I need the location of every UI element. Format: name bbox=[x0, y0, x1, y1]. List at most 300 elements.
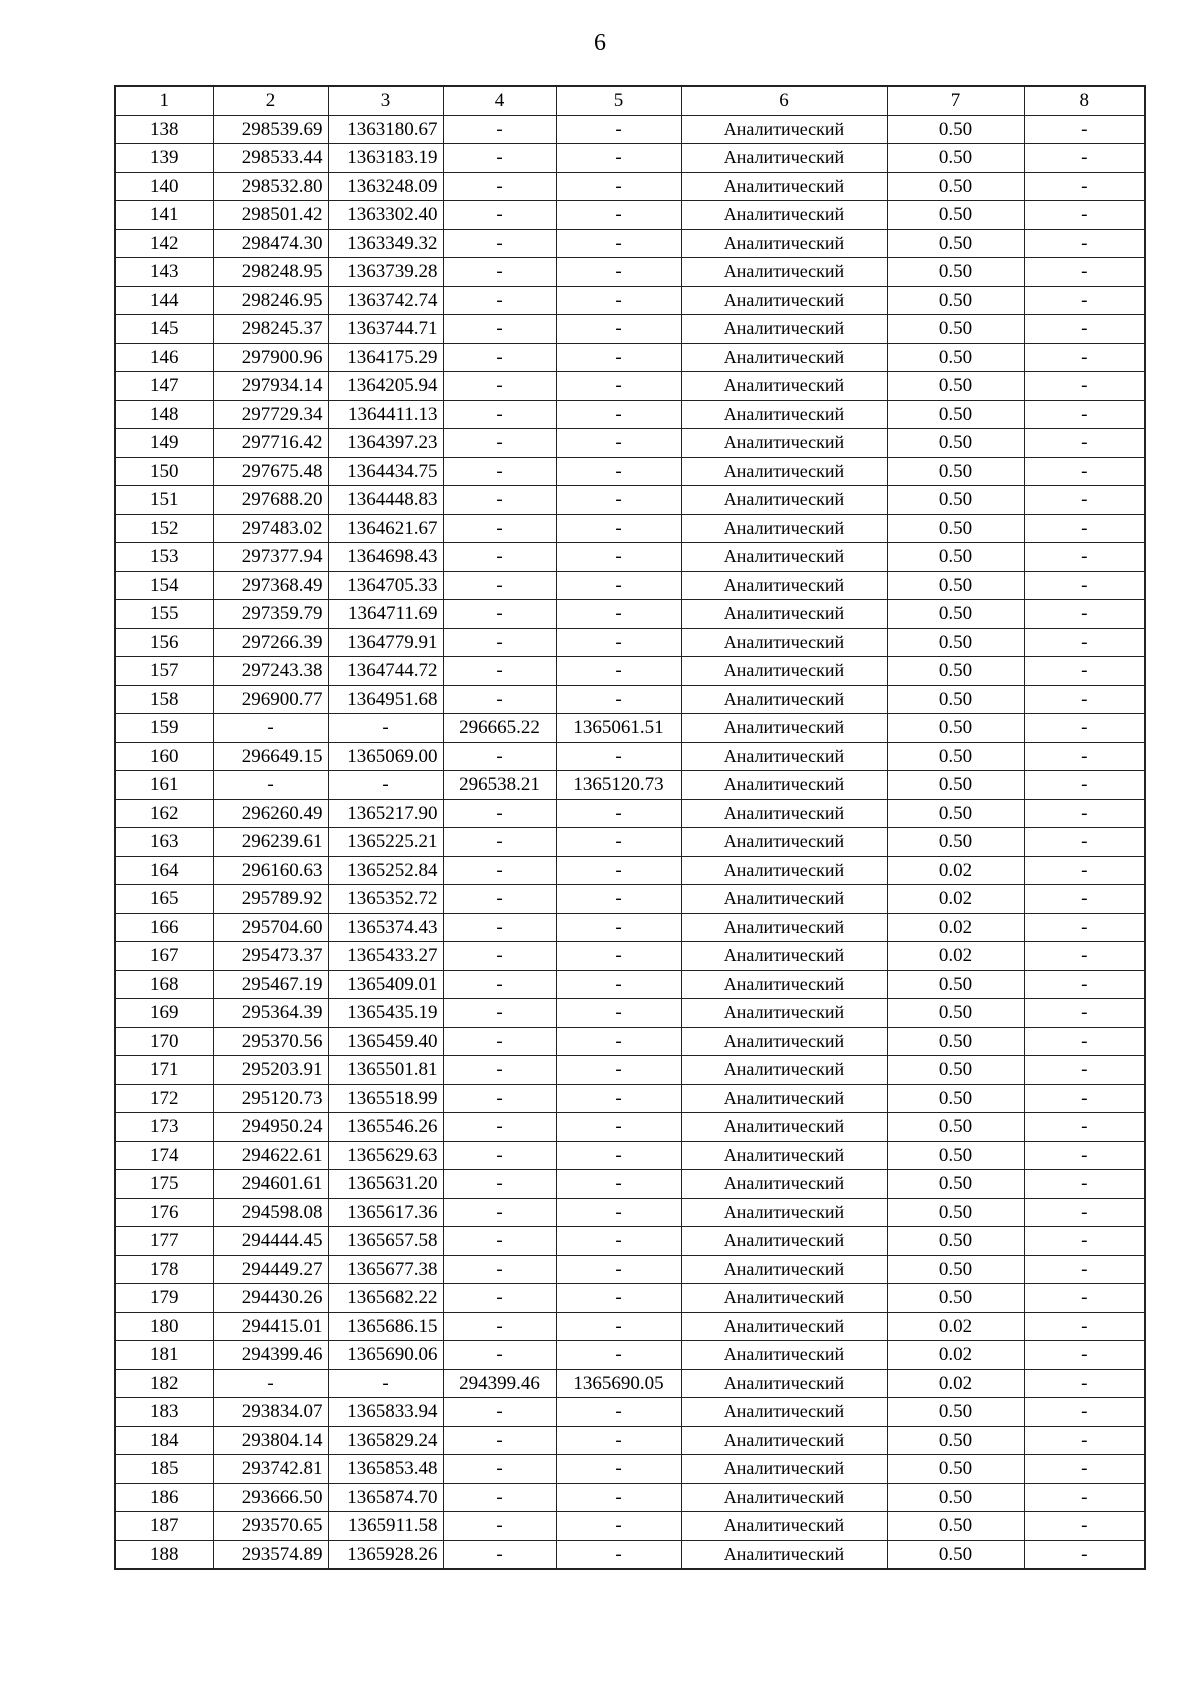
y-new-coordinate-cell: - bbox=[556, 315, 681, 344]
x-coordinate-cell: 293804.14 bbox=[213, 1426, 328, 1455]
table-row bbox=[115, 1540, 1145, 1569]
x-new-coordinate-cell: - bbox=[443, 457, 556, 486]
method-cell: Аналитический bbox=[681, 1426, 887, 1455]
accuracy-cell: 0.50 bbox=[887, 571, 1024, 600]
column-header: 7 bbox=[887, 86, 1024, 115]
x-coordinate-cell: 296260.49 bbox=[213, 799, 328, 828]
notes-cell: - bbox=[1024, 400, 1145, 429]
coordinates-table bbox=[114, 85, 1146, 1570]
point-number-cell: 151 bbox=[115, 486, 213, 515]
notes-cell: - bbox=[1024, 1113, 1145, 1142]
y-coordinate-cell: 1365069.00 bbox=[328, 742, 443, 771]
table-row bbox=[115, 913, 1145, 942]
point-number-cell: 175 bbox=[115, 1170, 213, 1199]
x-new-coordinate-cell: - bbox=[443, 514, 556, 543]
notes-cell: - bbox=[1024, 286, 1145, 315]
method-cell: Аналитический bbox=[681, 1398, 887, 1427]
y-coordinate-cell: - bbox=[328, 771, 443, 800]
x-coordinate-cell: 298246.95 bbox=[213, 286, 328, 315]
x-new-coordinate-cell: - bbox=[443, 1284, 556, 1313]
x-coordinate-cell: 294622.61 bbox=[213, 1141, 328, 1170]
method-cell: Аналитический bbox=[681, 685, 887, 714]
method-cell: Аналитический bbox=[681, 286, 887, 315]
method-cell: Аналитический bbox=[681, 1483, 887, 1512]
method-cell: Аналитический bbox=[681, 457, 887, 486]
method-cell: Аналитический bbox=[681, 229, 887, 258]
x-coordinate-cell: 297934.14 bbox=[213, 372, 328, 401]
y-new-coordinate-cell: - bbox=[556, 1312, 681, 1341]
table-row bbox=[115, 229, 1145, 258]
x-new-coordinate-cell: - bbox=[443, 1483, 556, 1512]
table-row bbox=[115, 258, 1145, 287]
notes-cell: - bbox=[1024, 913, 1145, 942]
accuracy-cell: 0.50 bbox=[887, 144, 1024, 173]
x-new-coordinate-cell: - bbox=[443, 1141, 556, 1170]
y-coordinate-cell: 1364397.23 bbox=[328, 429, 443, 458]
x-coordinate-cell: 297359.79 bbox=[213, 600, 328, 629]
x-new-coordinate-cell: - bbox=[443, 799, 556, 828]
notes-cell: - bbox=[1024, 657, 1145, 686]
notes-cell: - bbox=[1024, 771, 1145, 800]
method-cell: Аналитический bbox=[681, 1027, 887, 1056]
notes-cell: - bbox=[1024, 685, 1145, 714]
x-coordinate-cell: 294430.26 bbox=[213, 1284, 328, 1313]
y-new-coordinate-cell: - bbox=[556, 1398, 681, 1427]
method-cell: Аналитический bbox=[681, 828, 887, 857]
point-number-cell: 181 bbox=[115, 1341, 213, 1370]
accuracy-cell: 0.50 bbox=[887, 742, 1024, 771]
notes-cell: - bbox=[1024, 1455, 1145, 1484]
y-coordinate-cell: 1363248.09 bbox=[328, 172, 443, 201]
notes-cell: - bbox=[1024, 1512, 1145, 1541]
point-number-cell: 150 bbox=[115, 457, 213, 486]
accuracy-cell: 0.50 bbox=[887, 429, 1024, 458]
accuracy-cell: 0.50 bbox=[887, 685, 1024, 714]
x-new-coordinate-cell: - bbox=[443, 1027, 556, 1056]
table-row bbox=[115, 201, 1145, 230]
notes-cell: - bbox=[1024, 486, 1145, 515]
table-row bbox=[115, 1341, 1145, 1370]
point-number-cell: 146 bbox=[115, 343, 213, 372]
y-coordinate-cell: 1363744.71 bbox=[328, 315, 443, 344]
method-cell: Аналитический bbox=[681, 258, 887, 287]
method-cell: Аналитический bbox=[681, 856, 887, 885]
accuracy-cell: 0.50 bbox=[887, 115, 1024, 144]
page-number: 6 bbox=[594, 30, 606, 56]
notes-cell: - bbox=[1024, 172, 1145, 201]
method-cell: Аналитический bbox=[681, 657, 887, 686]
method-cell: Аналитический bbox=[681, 970, 887, 999]
point-number-cell: 144 bbox=[115, 286, 213, 315]
table-row bbox=[115, 514, 1145, 543]
y-coordinate-cell: 1365433.27 bbox=[328, 942, 443, 971]
table-row bbox=[115, 828, 1145, 857]
method-cell: Аналитический bbox=[681, 1540, 887, 1569]
point-number-cell: 138 bbox=[115, 115, 213, 144]
x-coordinate-cell: 297243.38 bbox=[213, 657, 328, 686]
y-coordinate-cell: 1364951.68 bbox=[328, 685, 443, 714]
accuracy-cell: 0.50 bbox=[887, 799, 1024, 828]
column-header: 5 bbox=[556, 86, 681, 115]
method-cell: Аналитический bbox=[681, 571, 887, 600]
y-coordinate-cell: 1365546.26 bbox=[328, 1113, 443, 1142]
y-new-coordinate-cell: - bbox=[556, 1483, 681, 1512]
point-number-cell: 169 bbox=[115, 999, 213, 1028]
x-coordinate-cell: 294444.45 bbox=[213, 1227, 328, 1256]
y-new-coordinate-cell: - bbox=[556, 657, 681, 686]
table-row bbox=[115, 657, 1145, 686]
y-new-coordinate-cell: 1365120.73 bbox=[556, 771, 681, 800]
accuracy-cell: 0.02 bbox=[887, 885, 1024, 914]
table-row bbox=[115, 685, 1145, 714]
x-new-coordinate-cell: - bbox=[443, 486, 556, 515]
x-new-coordinate-cell: - bbox=[443, 286, 556, 315]
y-new-coordinate-cell: - bbox=[556, 1540, 681, 1569]
notes-cell: - bbox=[1024, 115, 1145, 144]
accuracy-cell: 0.50 bbox=[887, 1512, 1024, 1541]
y-new-coordinate-cell: - bbox=[556, 799, 681, 828]
table-row bbox=[115, 1426, 1145, 1455]
y-new-coordinate-cell: - bbox=[556, 1341, 681, 1370]
y-new-coordinate-cell: - bbox=[556, 1455, 681, 1484]
point-number-cell: 173 bbox=[115, 1113, 213, 1142]
x-coordinate-cell: 295203.91 bbox=[213, 1056, 328, 1085]
table-body bbox=[115, 115, 1145, 1569]
table-row bbox=[115, 1255, 1145, 1284]
column-header: 8 bbox=[1024, 86, 1145, 115]
y-coordinate-cell: 1363739.28 bbox=[328, 258, 443, 287]
method-cell: Аналитический bbox=[681, 1455, 887, 1484]
method-cell: Аналитический bbox=[681, 115, 887, 144]
point-number-cell: 155 bbox=[115, 600, 213, 629]
notes-cell: - bbox=[1024, 343, 1145, 372]
x-coordinate-cell: 295370.56 bbox=[213, 1027, 328, 1056]
table-row bbox=[115, 400, 1145, 429]
table-row bbox=[115, 571, 1145, 600]
notes-cell: - bbox=[1024, 372, 1145, 401]
x-coordinate-cell: 295120.73 bbox=[213, 1084, 328, 1113]
y-new-coordinate-cell: - bbox=[556, 1227, 681, 1256]
method-cell: Аналитический bbox=[681, 514, 887, 543]
x-new-coordinate-cell: - bbox=[443, 1056, 556, 1085]
notes-cell: - bbox=[1024, 1141, 1145, 1170]
accuracy-cell: 0.50 bbox=[887, 1455, 1024, 1484]
point-number-cell: 159 bbox=[115, 714, 213, 743]
table-row bbox=[115, 600, 1145, 629]
y-new-coordinate-cell: - bbox=[556, 1512, 681, 1541]
x-new-coordinate-cell: - bbox=[443, 1540, 556, 1569]
method-cell: Аналитический bbox=[681, 942, 887, 971]
accuracy-cell: 0.02 bbox=[887, 1369, 1024, 1398]
point-number-cell: 180 bbox=[115, 1312, 213, 1341]
y-new-coordinate-cell: - bbox=[556, 543, 681, 572]
x-coordinate-cell: - bbox=[213, 714, 328, 743]
point-number-cell: 164 bbox=[115, 856, 213, 885]
notes-cell: - bbox=[1024, 1483, 1145, 1512]
point-number-cell: 182 bbox=[115, 1369, 213, 1398]
x-coordinate-cell: 297729.34 bbox=[213, 400, 328, 429]
table-row bbox=[115, 1056, 1145, 1085]
y-coordinate-cell: 1364175.29 bbox=[328, 343, 443, 372]
table-row bbox=[115, 343, 1145, 372]
x-coordinate-cell: 297716.42 bbox=[213, 429, 328, 458]
column-header: 6 bbox=[681, 86, 887, 115]
accuracy-cell: 0.50 bbox=[887, 543, 1024, 572]
accuracy-cell: 0.50 bbox=[887, 999, 1024, 1028]
notes-cell: - bbox=[1024, 201, 1145, 230]
y-coordinate-cell: 1365682.22 bbox=[328, 1284, 443, 1313]
y-new-coordinate-cell: - bbox=[556, 685, 681, 714]
x-new-coordinate-cell: - bbox=[443, 856, 556, 885]
accuracy-cell: 0.50 bbox=[887, 600, 1024, 629]
x-new-coordinate-cell: - bbox=[443, 685, 556, 714]
notes-cell: - bbox=[1024, 1341, 1145, 1370]
y-coordinate-cell: 1365217.90 bbox=[328, 799, 443, 828]
x-coordinate-cell: 298532.80 bbox=[213, 172, 328, 201]
point-number-cell: 167 bbox=[115, 942, 213, 971]
x-new-coordinate-cell: - bbox=[443, 543, 556, 572]
y-new-coordinate-cell: - bbox=[556, 828, 681, 857]
x-coordinate-cell: 298245.37 bbox=[213, 315, 328, 344]
y-coordinate-cell: 1365874.70 bbox=[328, 1483, 443, 1512]
y-new-coordinate-cell: - bbox=[556, 343, 681, 372]
accuracy-cell: 0.50 bbox=[887, 486, 1024, 515]
x-coordinate-cell: 293570.65 bbox=[213, 1512, 328, 1541]
x-coordinate-cell: 294950.24 bbox=[213, 1113, 328, 1142]
x-coordinate-cell: 296160.63 bbox=[213, 856, 328, 885]
x-new-coordinate-cell: - bbox=[443, 1512, 556, 1541]
method-cell: Аналитический bbox=[681, 1227, 887, 1256]
method-cell: Аналитический bbox=[681, 372, 887, 401]
method-cell: Аналитический bbox=[681, 1141, 887, 1170]
point-number-cell: 165 bbox=[115, 885, 213, 914]
table-row bbox=[115, 543, 1145, 572]
y-coordinate-cell: 1365677.38 bbox=[328, 1255, 443, 1284]
notes-cell: - bbox=[1024, 970, 1145, 999]
accuracy-cell: 0.02 bbox=[887, 942, 1024, 971]
x-coordinate-cell: - bbox=[213, 771, 328, 800]
method-cell: Аналитический bbox=[681, 201, 887, 230]
x-new-coordinate-cell: 296538.21 bbox=[443, 771, 556, 800]
notes-cell: - bbox=[1024, 742, 1145, 771]
y-coordinate-cell: 1365352.72 bbox=[328, 885, 443, 914]
column-header: 4 bbox=[443, 86, 556, 115]
x-new-coordinate-cell: - bbox=[443, 1255, 556, 1284]
y-coordinate-cell: 1365225.21 bbox=[328, 828, 443, 857]
y-new-coordinate-cell: - bbox=[556, 1255, 681, 1284]
y-new-coordinate-cell: - bbox=[556, 201, 681, 230]
notes-cell: - bbox=[1024, 1255, 1145, 1284]
method-cell: Аналитический bbox=[681, 1170, 887, 1199]
accuracy-cell: 0.50 bbox=[887, 1540, 1024, 1569]
y-new-coordinate-cell: 1365061.51 bbox=[556, 714, 681, 743]
x-coordinate-cell: 295473.37 bbox=[213, 942, 328, 971]
method-cell: Аналитический bbox=[681, 742, 887, 771]
method-cell: Аналитический bbox=[681, 543, 887, 572]
x-coordinate-cell: 295704.60 bbox=[213, 913, 328, 942]
y-new-coordinate-cell: - bbox=[556, 885, 681, 914]
y-coordinate-cell: 1365252.84 bbox=[328, 856, 443, 885]
y-coordinate-cell: - bbox=[328, 1369, 443, 1398]
y-coordinate-cell: 1365501.81 bbox=[328, 1056, 443, 1085]
point-number-cell: 187 bbox=[115, 1512, 213, 1541]
x-coordinate-cell: 298501.42 bbox=[213, 201, 328, 230]
y-coordinate-cell: 1363349.32 bbox=[328, 229, 443, 258]
y-coordinate-cell: 1363183.19 bbox=[328, 144, 443, 173]
y-coordinate-cell: 1364705.33 bbox=[328, 571, 443, 600]
x-coordinate-cell: 293834.07 bbox=[213, 1398, 328, 1427]
x-new-coordinate-cell: - bbox=[443, 201, 556, 230]
accuracy-cell: 0.50 bbox=[887, 1141, 1024, 1170]
accuracy-cell: 0.50 bbox=[887, 714, 1024, 743]
point-number-cell: 141 bbox=[115, 201, 213, 230]
accuracy-cell: 0.02 bbox=[887, 856, 1024, 885]
point-number-cell: 172 bbox=[115, 1084, 213, 1113]
x-new-coordinate-cell: - bbox=[443, 400, 556, 429]
point-number-cell: 186 bbox=[115, 1483, 213, 1512]
point-number-cell: 147 bbox=[115, 372, 213, 401]
point-number-cell: 143 bbox=[115, 258, 213, 287]
accuracy-cell: 0.50 bbox=[887, 1170, 1024, 1199]
y-coordinate-cell: 1364744.72 bbox=[328, 657, 443, 686]
y-new-coordinate-cell: - bbox=[556, 1113, 681, 1142]
accuracy-cell: 0.50 bbox=[887, 1255, 1024, 1284]
notes-cell: - bbox=[1024, 1198, 1145, 1227]
x-new-coordinate-cell: - bbox=[443, 1084, 556, 1113]
x-coordinate-cell: 294598.08 bbox=[213, 1198, 328, 1227]
table-row bbox=[115, 1312, 1145, 1341]
y-new-coordinate-cell: - bbox=[556, 571, 681, 600]
accuracy-cell: 0.50 bbox=[887, 372, 1024, 401]
y-coordinate-cell: 1364434.75 bbox=[328, 457, 443, 486]
x-new-coordinate-cell: - bbox=[443, 1426, 556, 1455]
y-new-coordinate-cell: - bbox=[556, 970, 681, 999]
x-new-coordinate-cell: - bbox=[443, 258, 556, 287]
y-new-coordinate-cell: - bbox=[556, 742, 681, 771]
notes-cell: - bbox=[1024, 571, 1145, 600]
table-row bbox=[115, 1455, 1145, 1484]
x-coordinate-cell: 295467.19 bbox=[213, 970, 328, 999]
notes-cell: - bbox=[1024, 942, 1145, 971]
table-row bbox=[115, 628, 1145, 657]
point-number-cell: 170 bbox=[115, 1027, 213, 1056]
point-number-cell: 161 bbox=[115, 771, 213, 800]
y-coordinate-cell: 1365829.24 bbox=[328, 1426, 443, 1455]
point-number-cell: 139 bbox=[115, 144, 213, 173]
notes-cell: - bbox=[1024, 885, 1145, 914]
accuracy-cell: 0.50 bbox=[887, 1227, 1024, 1256]
table-row bbox=[115, 144, 1145, 173]
point-number-cell: 168 bbox=[115, 970, 213, 999]
accuracy-cell: 0.02 bbox=[887, 1341, 1024, 1370]
y-coordinate-cell: 1365374.43 bbox=[328, 913, 443, 942]
y-new-coordinate-cell: - bbox=[556, 1198, 681, 1227]
notes-cell: - bbox=[1024, 315, 1145, 344]
y-coordinate-cell: 1365518.99 bbox=[328, 1084, 443, 1113]
y-coordinate-cell: 1364711.69 bbox=[328, 600, 443, 629]
x-new-coordinate-cell: - bbox=[443, 828, 556, 857]
method-cell: Аналитический bbox=[681, 771, 887, 800]
x-new-coordinate-cell: - bbox=[443, 315, 556, 344]
accuracy-cell: 0.50 bbox=[887, 315, 1024, 344]
y-new-coordinate-cell: - bbox=[556, 913, 681, 942]
point-number-cell: 179 bbox=[115, 1284, 213, 1313]
x-coordinate-cell: 297368.49 bbox=[213, 571, 328, 600]
y-coordinate-cell: 1365629.63 bbox=[328, 1141, 443, 1170]
method-cell: Аналитический bbox=[681, 486, 887, 515]
y-coordinate-cell: 1365617.36 bbox=[328, 1198, 443, 1227]
x-coordinate-cell: 293666.50 bbox=[213, 1483, 328, 1512]
x-new-coordinate-cell: - bbox=[443, 742, 556, 771]
accuracy-cell: 0.50 bbox=[887, 1483, 1024, 1512]
notes-cell: - bbox=[1024, 229, 1145, 258]
x-new-coordinate-cell: - bbox=[443, 657, 556, 686]
x-new-coordinate-cell: - bbox=[443, 600, 556, 629]
method-cell: Аналитический bbox=[681, 315, 887, 344]
x-new-coordinate-cell: - bbox=[443, 429, 556, 458]
table-row bbox=[115, 714, 1145, 743]
accuracy-cell: 0.50 bbox=[887, 657, 1024, 686]
notes-cell: - bbox=[1024, 1170, 1145, 1199]
y-coordinate-cell: 1365435.19 bbox=[328, 999, 443, 1028]
notes-cell: - bbox=[1024, 1369, 1145, 1398]
x-new-coordinate-cell: - bbox=[443, 115, 556, 144]
point-number-cell: 178 bbox=[115, 1255, 213, 1284]
notes-cell: - bbox=[1024, 828, 1145, 857]
y-new-coordinate-cell: - bbox=[556, 486, 681, 515]
column-header: 2 bbox=[213, 86, 328, 115]
x-coordinate-cell: 298539.69 bbox=[213, 115, 328, 144]
y-new-coordinate-cell: - bbox=[556, 1141, 681, 1170]
accuracy-cell: 0.02 bbox=[887, 913, 1024, 942]
y-coordinate-cell: 1365459.40 bbox=[328, 1027, 443, 1056]
y-coordinate-cell: 1365690.06 bbox=[328, 1341, 443, 1370]
method-cell: Аналитический bbox=[681, 144, 887, 173]
x-new-coordinate-cell: 294399.46 bbox=[443, 1369, 556, 1398]
x-new-coordinate-cell: - bbox=[443, 372, 556, 401]
x-new-coordinate-cell: - bbox=[443, 1312, 556, 1341]
method-cell: Аналитический bbox=[681, 885, 887, 914]
table-row bbox=[115, 799, 1145, 828]
point-number-cell: 145 bbox=[115, 315, 213, 344]
point-number-cell: 149 bbox=[115, 429, 213, 458]
point-number-cell: 157 bbox=[115, 657, 213, 686]
accuracy-cell: 0.50 bbox=[887, 457, 1024, 486]
y-new-coordinate-cell: - bbox=[556, 258, 681, 287]
point-number-cell: 184 bbox=[115, 1426, 213, 1455]
table-row bbox=[115, 486, 1145, 515]
notes-cell: - bbox=[1024, 1398, 1145, 1427]
accuracy-cell: 0.50 bbox=[887, 828, 1024, 857]
point-number-cell: 140 bbox=[115, 172, 213, 201]
x-coordinate-cell: 298533.44 bbox=[213, 144, 328, 173]
accuracy-cell: 0.50 bbox=[887, 1084, 1024, 1113]
method-cell: Аналитический bbox=[681, 172, 887, 201]
x-coordinate-cell: 297675.48 bbox=[213, 457, 328, 486]
point-number-cell: 156 bbox=[115, 628, 213, 657]
point-number-cell: 162 bbox=[115, 799, 213, 828]
accuracy-cell: 0.50 bbox=[887, 514, 1024, 543]
x-coordinate-cell: 295364.39 bbox=[213, 999, 328, 1028]
x-new-coordinate-cell: - bbox=[443, 1398, 556, 1427]
point-number-cell: 160 bbox=[115, 742, 213, 771]
y-new-coordinate-cell: - bbox=[556, 1170, 681, 1199]
accuracy-cell: 0.50 bbox=[887, 400, 1024, 429]
y-coordinate-cell: 1364779.91 bbox=[328, 628, 443, 657]
y-coordinate-cell: 1365657.58 bbox=[328, 1227, 443, 1256]
y-new-coordinate-cell: - bbox=[556, 999, 681, 1028]
y-coordinate-cell: 1365631.20 bbox=[328, 1170, 443, 1199]
